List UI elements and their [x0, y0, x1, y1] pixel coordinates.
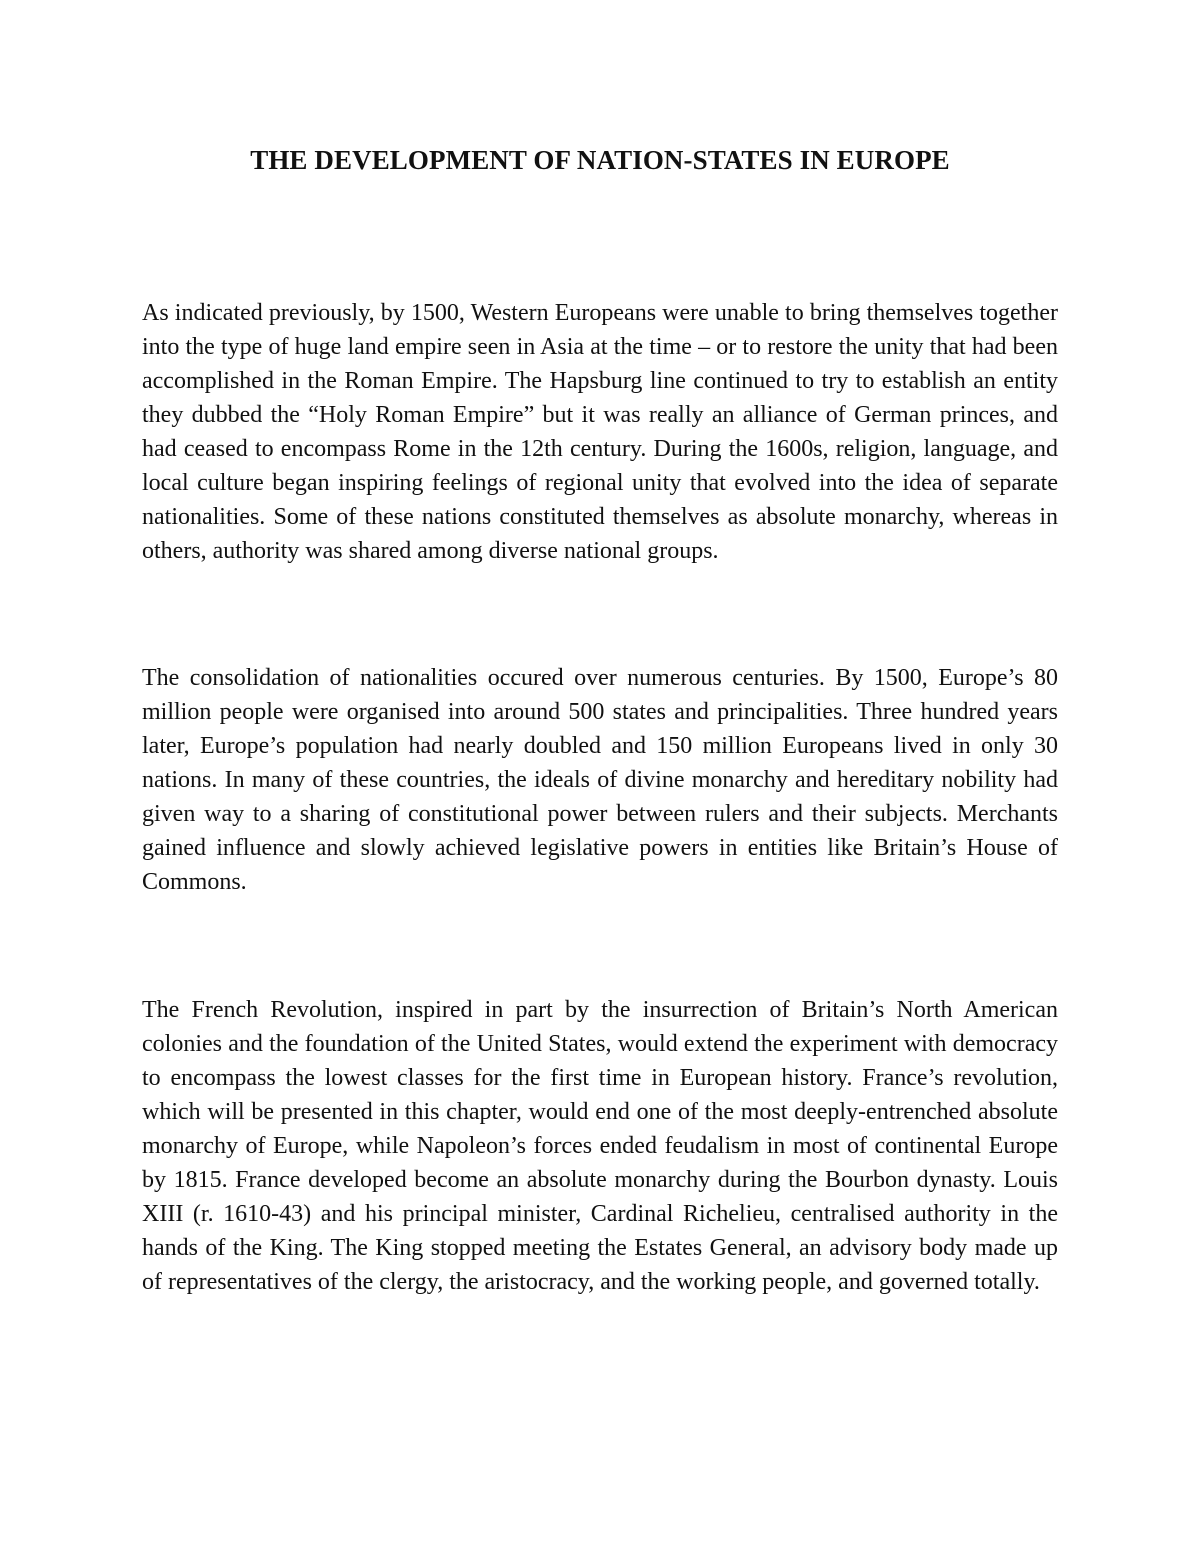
paragraph-2: The consolidation of nationalities occured over numerous centuries. By 1500, Europe’s 80 million people were organised into around 500 states and principalities. Three hundred years later, Europe’s population had nearly doubled and 150 million Europeans lived in only 30 nations. In many of these countries, the ideals of divine monarchy and hereditary nobility had given way to a sharing of constitutional power between rulers and their subjects. Merchants gained influence and slowly achieved legislative powers in entities like Britain’s House of Commons. [142, 665, 1058, 895]
document-title: THE DEVELOPMENT OF NATION-STATES IN EUROPE [250, 145, 950, 175]
paragraph-3: The French Revolution, inspired in part by the insurrection of Britain’s North American colonies and the foundation of the United States, would extend the experiment with democracy to encompass the lowest classes for the first time in European history. France’s revolution, which will be presented in this chapter, would end one of the most deeply-entrenched absolute monarchy of Europe, while Napoleon’s forces ended feudalism in most of continental Europe by 1815. France developed become an absolute monarchy during the Bourbon dynasty. Louis XIII (r. 1610-43) and his principal minister, Cardinal Richelieu, centralised authority in the hands of the King. The King stopped meeting the Estates General, an advisory body made up of representatives of the clergy, the aristocracy, and the working people, and governed totally. [142, 997, 1058, 1295]
paragraph-1: As indicated previously, by 1500, Western Europeans were unable to bring themselves together into the type of huge land empire seen in Asia at the time – or to restore the unity that had been accomplished in the Roman Empire. The Hapsburg line continued to try to establish an entity they dubbed the “Holy Roman Empire” but it was really an alliance of German princes, and had ceased to encompass Rome in the 12th century. During the 1600s, religion, language, and local culture began inspiring feelings of regional unity that evolved into the idea of separate nationalities. Some of these nations constituted themselves as absolute monarchy, whereas in others, authority was shared among diverse national groups. [142, 300, 1058, 564]
